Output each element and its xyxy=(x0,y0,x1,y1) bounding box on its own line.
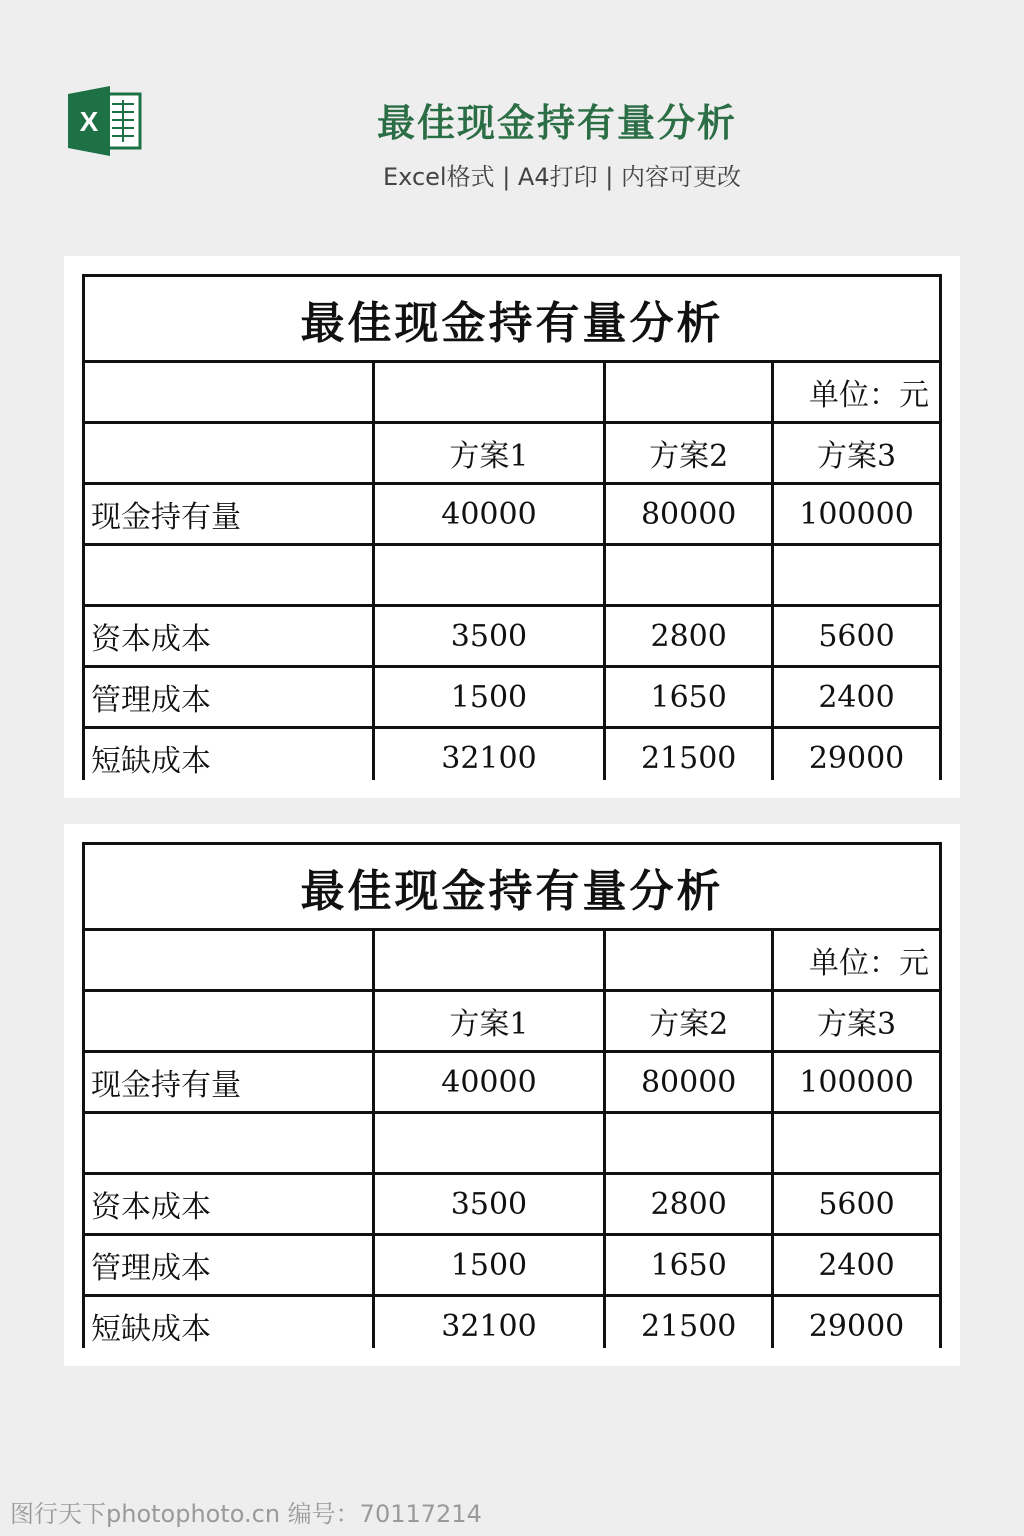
table-cell: 5600 xyxy=(773,606,941,667)
unit-label: 单位：元 xyxy=(773,362,941,423)
table-cell: 40000 xyxy=(373,484,605,545)
sheet-viewport xyxy=(82,842,942,1348)
row-label xyxy=(84,545,374,606)
table-cell xyxy=(773,1113,941,1174)
column-header: 方案2 xyxy=(605,991,773,1052)
row-label: 资本成本 xyxy=(84,1174,374,1235)
row-label xyxy=(84,1113,374,1174)
row-label: 现金持有量 xyxy=(84,484,374,545)
table-cell: 3500 xyxy=(373,1174,605,1235)
table-row xyxy=(84,1052,941,1113)
row-label: 短缺成本 xyxy=(84,728,374,781)
table-cell: 32100 xyxy=(373,1296,605,1349)
row-label: 短缺成本 xyxy=(84,1296,374,1349)
watermark-text: 图行天下photophoto.cn 编号：70117214 xyxy=(10,1500,482,1528)
table-row xyxy=(84,606,941,667)
table-row xyxy=(84,276,941,362)
table-row xyxy=(84,545,941,606)
table-cell: 32100 xyxy=(373,728,605,781)
table-cell xyxy=(84,362,374,423)
table-cell xyxy=(605,930,773,991)
table-cell xyxy=(373,1113,605,1174)
table-cell: 2400 xyxy=(773,667,941,728)
column-header: 方案3 xyxy=(773,991,941,1052)
column-header: 方案1 xyxy=(373,991,605,1052)
table-row xyxy=(84,1296,941,1349)
table-cell: 21500 xyxy=(605,728,773,781)
sheet-title: 最佳现金持有量分析 xyxy=(84,276,941,362)
row-label: 管理成本 xyxy=(84,1235,374,1296)
page-subtitle: Excel格式 | A4打印 | 内容可更改 xyxy=(383,163,741,191)
table-cell: 5600 xyxy=(773,1174,941,1235)
column-header: 方案2 xyxy=(605,423,773,484)
table-row xyxy=(84,362,941,423)
row-label: 资本成本 xyxy=(84,606,374,667)
row-label: 现金持有量 xyxy=(84,1052,374,1113)
table-cell xyxy=(373,545,605,606)
column-header: 方案1 xyxy=(373,423,605,484)
table-cell: 1650 xyxy=(605,667,773,728)
table-cell xyxy=(373,930,605,991)
table-row xyxy=(84,728,941,781)
table-header-row xyxy=(84,423,941,484)
table-cell: 3500 xyxy=(373,606,605,667)
table-cell xyxy=(84,930,374,991)
table-cell xyxy=(605,1113,773,1174)
table-row xyxy=(84,844,941,930)
table-cell xyxy=(84,991,374,1052)
table-cell: 80000 xyxy=(605,484,773,545)
table-cell: 21500 xyxy=(605,1296,773,1349)
table-cell: 100000 xyxy=(773,1052,941,1113)
table-row xyxy=(84,667,941,728)
table-cell xyxy=(605,362,773,423)
table-cell xyxy=(773,545,941,606)
table-row xyxy=(84,1174,941,1235)
table-row xyxy=(84,930,941,991)
unit-label: 单位：元 xyxy=(773,930,941,991)
sheet-viewport xyxy=(82,274,942,780)
excel-logo-letter: X xyxy=(79,106,99,137)
table-cell: 2400 xyxy=(773,1235,941,1296)
table-row xyxy=(84,484,941,545)
table-cell xyxy=(84,423,374,484)
sheet-preview-1 xyxy=(64,256,960,798)
table-cell: 29000 xyxy=(773,1296,941,1349)
table-cell xyxy=(373,362,605,423)
sheet-table xyxy=(82,274,942,780)
sheet-title: 最佳现金持有量分析 xyxy=(84,844,941,930)
table-cell: 29000 xyxy=(773,728,941,781)
table-header-row xyxy=(84,991,941,1052)
row-label: 管理成本 xyxy=(84,667,374,728)
table-cell: 1650 xyxy=(605,1235,773,1296)
table-cell xyxy=(605,545,773,606)
table-cell: 1500 xyxy=(373,1235,605,1296)
table-cell: 100000 xyxy=(773,484,941,545)
page-header xyxy=(0,0,1024,220)
page-title: 最佳现金持有量分析 xyxy=(376,101,737,145)
table-cell: 2800 xyxy=(605,1174,773,1235)
table-cell: 1500 xyxy=(373,667,605,728)
sheet-table xyxy=(82,842,942,1348)
sheet-preview-2 xyxy=(64,824,960,1366)
table-cell: 40000 xyxy=(373,1052,605,1113)
table-row xyxy=(84,1113,941,1174)
column-header: 方案3 xyxy=(773,423,941,484)
table-cell: 80000 xyxy=(605,1052,773,1113)
table-cell: 2800 xyxy=(605,606,773,667)
table-row xyxy=(84,1235,941,1296)
